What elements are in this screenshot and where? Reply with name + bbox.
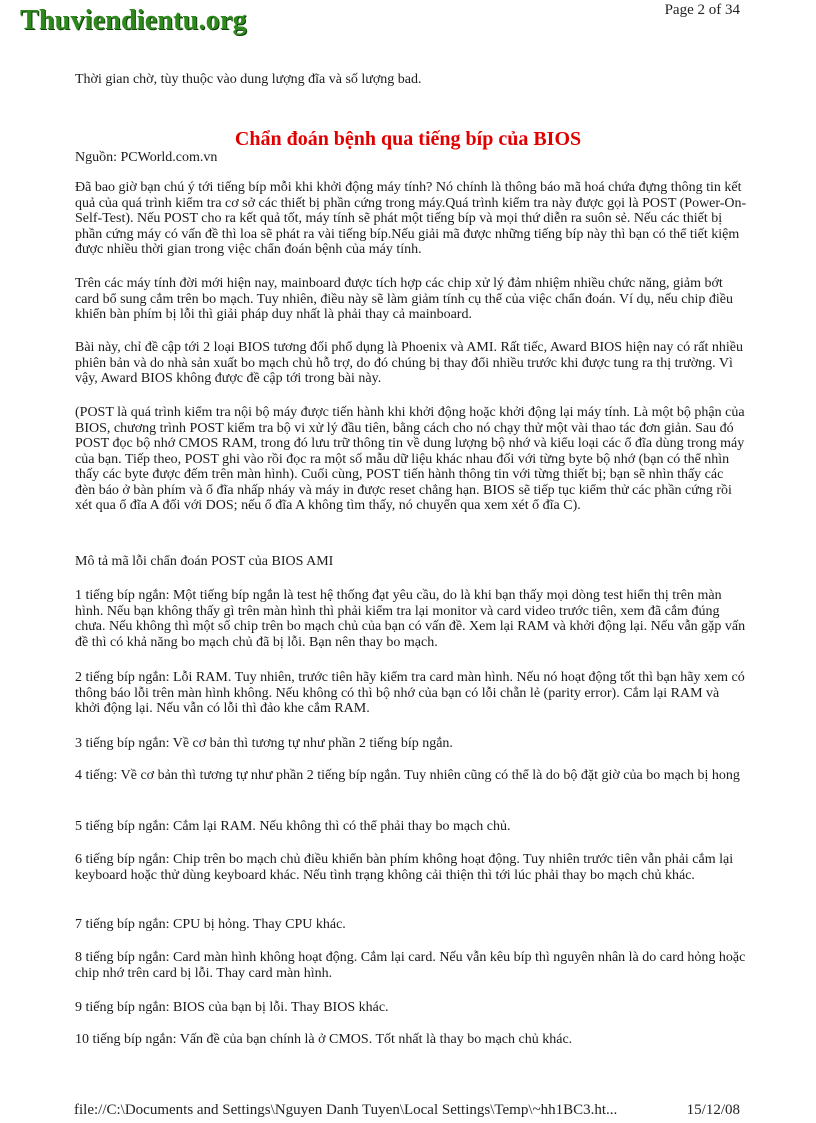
paragraph-beep-1: 1 tiếng bíp ngắn: Một tiếng bíp ngắn là test hệ thống đạt yêu cầu, do là khi bạn thấy mọi dòng test hiển thị trên màn hình. Nếu bạn không thấy gì trên màn hình thì phải kiểm tra lại monitor và card video trước tiên, xem đã cắm đúng chưa. Nếu không thì một số chip trên bo mạch chủ của bạn có vấn đề. Xem lại RAM và khởi động lại. Nếu vẫn gặp vấn đề thì có khả năng bo mạch chủ đã bị lỗi. Bạn nên thay bo mạch. xyxy=(75,588,746,650)
footer-date: 15/12/08 xyxy=(686,1102,740,1118)
paragraph-beep-8: 8 tiếng bíp ngắn: Card màn hình không hoạt động. Cắm lại card. Nếu vẫn kêu bíp thì nguyên nhân là do card hỏng hoặc chip nhớ trên card bị lỗi. Thay card màn hình. xyxy=(75,950,746,981)
paragraph-beep-4: 4 tiếng: Về cơ bản thì tương tự như phần 2 tiếng bíp ngắn. Tuy nhiên cũng có thể là do bộ đặt giờ của bo mạch bị hong xyxy=(75,768,740,783)
article-title: Chẩn đoán bệnh qua tiếng bíp của BIOS xyxy=(234,128,582,150)
paragraph-beep-7: 7 tiếng bíp ngắn: CPU bị hỏng. Thay CPU khác. xyxy=(75,917,346,932)
article-source: Nguồn: PCWorld.com.vn xyxy=(75,150,218,165)
paragraph-bios-types: Bài này, chỉ đề cập tới 2 loại BIOS tương đối phổ dụng là Phoenix và AMI. Rất tiếc, Award BIOS hiện nay có rất nhiều phiên bản và do nhà sản xuất bo mạch chủ hỗ trợ, do đó chúng bị thay đổi nhiều trước khi được tung ra thị trường. Vì vậy, Award BIOS không được đề cập tới trong bài này. xyxy=(75,340,743,386)
paragraph-beep-9: 9 tiếng bíp ngắn: BIOS của bạn bị lỗi. Thay BIOS khác. xyxy=(75,1000,389,1015)
paragraph-ami-heading: Mô tả mã lỗi chẩn đoán POST của BIOS AMI xyxy=(75,554,334,569)
site-logo[interactable] xyxy=(20,4,247,38)
logo-part-2: viendientu.org xyxy=(70,5,247,36)
footer-file-path: file://C:\Documents and Settings\Nguyen Danh Tuyen\Local Settings\Temp\~hh1BC3.ht... xyxy=(74,1102,618,1118)
paragraph-intro: Đã bao giờ bạn chú ý tới tiếng bíp mỗi khi khởi động máy tính? Nó chính là thông báo mã hoá chứa đựng thông tin kết quả của quá trình kiểm tra cơ sở các thiết bị phần cứng trong máy.Quá trình kiểm tra này được gọi là POST (Power-On-Self-Test). Nếu POST cho ra kết quả tốt, máy tính sẽ phát một tiếng bíp và mọi thứ diễn ra suôn sẻ. Nếu các thiết bị phần cứng máy có vấn đề thì loa sẽ phát ra vài tiếng bíp.Nếu giải mã được những tiếng bíp này thì bạn có thể tiết kiệm được nhiều thời gian trong việc chẩn đoán bệnh của máy tính. xyxy=(75,180,747,257)
paragraph-beep-5: 5 tiếng bíp ngắn: Cắm lại RAM. Nếu không thì có thể phải thay bo mạch chủ. xyxy=(75,819,511,834)
page-number: Page 2 of 34 xyxy=(664,2,740,18)
paragraph-beep-2: 2 tiếng bíp ngắn: Lỗi RAM. Tuy nhiên, trước tiên hãy kiểm tra card màn hình. Nếu nó hoạt động tốt thì bạn hãy xem có thông báo lỗi trên màn hình không. Nếu không có thì bộ nhớ của bạn có lỗi chẵn lẻ (parity error). Cắm lại RAM và khởi động lại. Nếu vẫn có lỗi thì đảo khe cắm RAM. xyxy=(75,670,745,716)
paragraph-mainboard: Trên các máy tính đời mới hiện nay, mainboard được tích hợp các chip xử lý đảm nhiệm nhiều chức năng, giảm bớt card bổ sung cắm trên bo mạch. Tuy nhiên, điều này sẽ làm giảm tính cụ thể của việc chẩn đoán. Ví dụ, nếu chip điều khiển bàn phím bị lỗi thì giải pháp duy nhất là phải thay cả mainboard. xyxy=(75,276,733,322)
paragraph-beep-3: 3 tiếng bíp ngắn: Về cơ bản thì tương tự như phần 2 tiếng bíp ngắn. xyxy=(75,736,453,751)
paragraph-post: (POST là quá trình kiểm tra nội bộ máy được tiến hành khi khởi động hoặc khởi động lại máy tính. Là một bộ phận của BIOS, chương trình POST kiểm tra bộ vi xử lý đầu tiên, bằng cách cho nó chạy thử một vài thao tác đơn giản. Sau đó POST đọc bộ nhớ CMOS RAM, trong đó lưu trữ thông tin về dung lượng bộ nhớ và kiểu loại các ổ đĩa dùng trong máy của bạn. Tiếp theo, POST ghi vào rồi đọc ra một số mẫu dữ liệu khác nhau đối với từng byte bộ nhớ (bạn có thể nhìn thấy các byte được đếm trên màn hình). Cuối cùng, POST tiến hành thông tin với từng thiết bị; bạn sẽ nhìn thấy các đèn báo ở bàn phím và ổ đĩa nhấp nháy và máy in được reset chẳng hạn. BIOS sẽ tiếp tục kiểm thử các phần cứng rồi xét qua ổ đĩa A đối với DOS; nếu ổ đĩa A không tìm thấy, nó chuyển qua xem xét ổ đĩa C). xyxy=(75,405,745,513)
logo-part-1: Thu xyxy=(20,5,71,36)
paragraph-beep-6: 6 tiếng bíp ngắn: Chip trên bo mạch chủ điều khiển bàn phím không hoạt động. Tuy nhiên trước tiên vẫn phải cắm lại keyboard hoặc thử dùng keyboard khác. Nếu tình trạng không cải thiện thì tới lúc phải thay bo mạch chủ khác. xyxy=(75,852,734,883)
paragraph-beep-10: 10 tiếng bíp ngắn: Vấn đề của bạn chính là ở CMOS. Tốt nhất là thay bo mạch chủ khác. xyxy=(75,1032,573,1047)
intro-line: Thời gian chờ, tùy thuộc vào dung lượng đĩa và số lượng bad. xyxy=(75,72,422,87)
